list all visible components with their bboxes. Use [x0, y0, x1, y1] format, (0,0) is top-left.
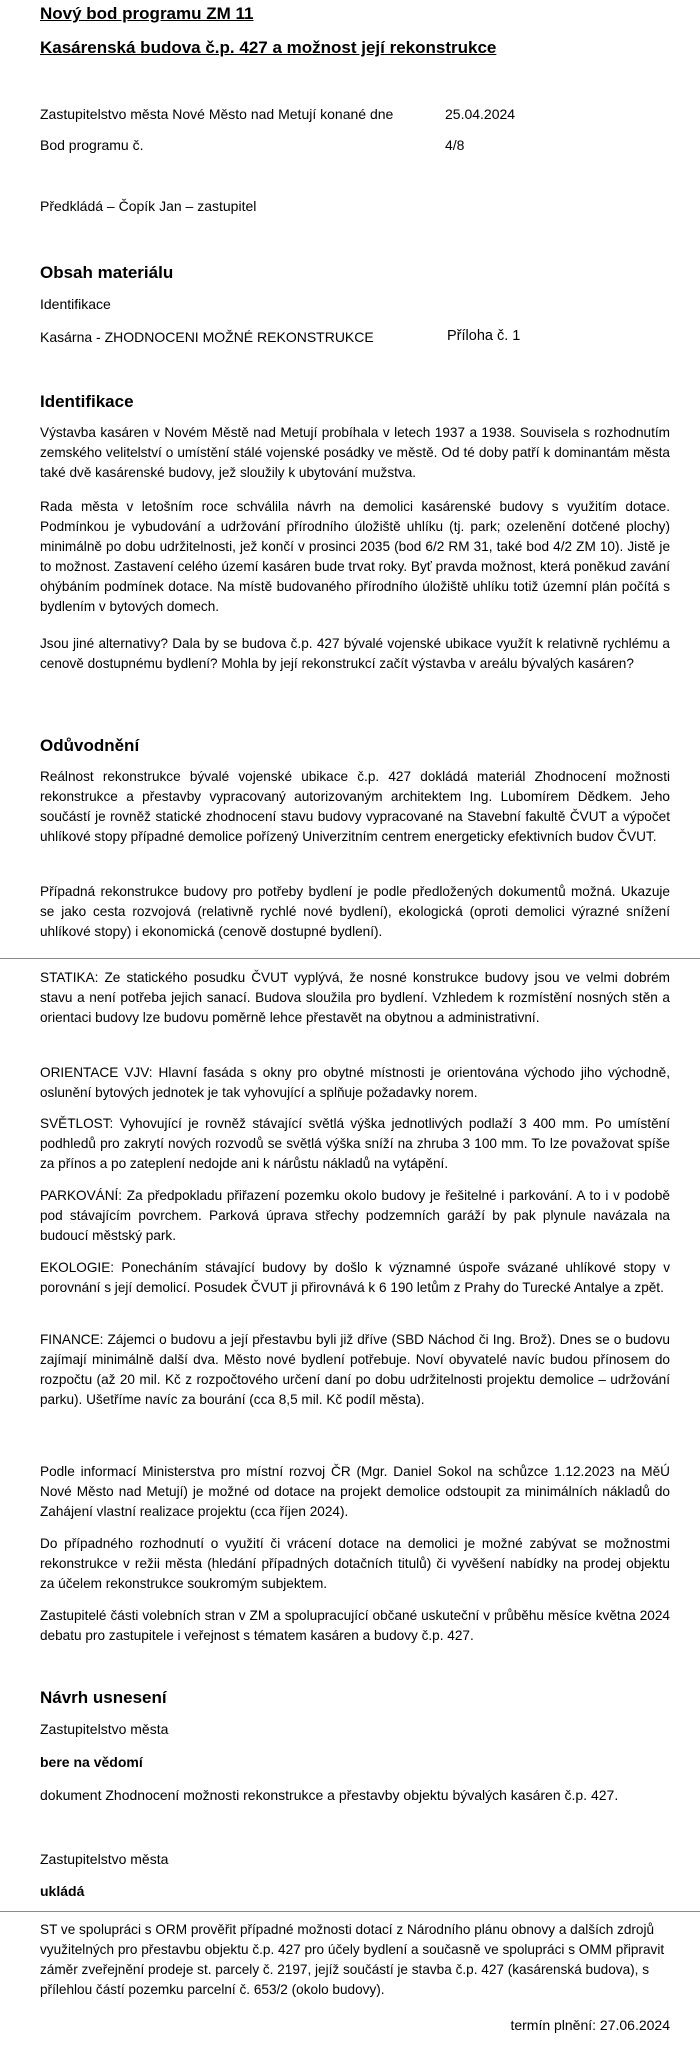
section-divider [0, 958, 700, 959]
submitter: Předkládá – Čopík Jan – zastupitel [40, 198, 257, 214]
identification-paragraph-2: Rada města v letošním roce schválila návrh na demolici kasárenské budovy s využitím dotace. Podmínkou je vybudování a udržování přírodního úložiště uhlíku (tj. park; ozelenění dotčené plochy) minimálně po dobu udržitelnosti, jež končí v prosinci 2035 (bod 6/2 RM 31, také bod 4/2 ZM 10). Jistě je to možnost. Zastavení celého území kasáren bude trvat roky. Byť pravda možnost, která poněkud zavání ohýbáním podmínek dotace. Na místě budovaného přírodního úložiště uhlíku totiž územní plán počítá s bydlením v bytových domech. [40, 499, 670, 614]
program-item-heading: Nový bod programu ZM 11 [40, 4, 254, 23]
contents-heading: Obsah materiálu [40, 263, 174, 282]
svetlost-paragraph: SVĚTLOST: Vyhovující je rovněž stávající světlá výška jednotlivých podlaží 3 400 mm. Po umístění podhledů pro zakrytí nových rozvodů se světlá výška sníží na zhruba 3 100 mm. To lze považovat spíše za přínos a po zateplení nedojde ani k nárůstu nákladů na vytápění. [40, 1116, 670, 1171]
resolution-body-2: Zastupitelstvo města [40, 1851, 169, 1867]
identification-paragraph-1: Výstavba kasáren v Novém Městě nad Metují probíhala v letech 1937 a 1938. Souvisela s rozhodnutím zemského velitelství o umístění stálé vojenské posádky ve městě. Od té doby patří k dominantám města také dvě kasárenské budovy, jež sloužily k ubytování mužstva. [40, 425, 670, 480]
orientace-paragraph: ORIENTACE VJV: Hlavní fasáda s okny pro obytné místnosti je orientována východo jiho východně, oslunění bytových jednotek je tak vyhovující a splňuje požadavky norem. [40, 1065, 670, 1100]
item-number: 4/8 [445, 137, 465, 153]
resolution-text-1: dokument Zhodnocení možnosti rekonstrukce a přestavby objektu bývalých kasáren č.p. 427. [40, 1787, 619, 1803]
identification-paragraph-3: Jsou jiné alternativy? Dala by se budova č.p. 427 bývalé vojenské ubikace využít k relativně rychlému a cenově dostupnému bydlení? Mohla by její rekonstrukcí začít výstavba v areálu bývalých kasáren? [40, 636, 670, 671]
resolution-verb-2: ukládá [40, 1883, 85, 1899]
resolution-heading: Návrh usnesení [40, 1688, 167, 1707]
item-label: Bod programu č. [40, 137, 144, 153]
justification-heading: Odůvodnění [40, 736, 140, 755]
finance-paragraph: FINANCE: Zájemci o budovu a její přestavbu byli již dříve (SBD Náchod či Ing. Brož). Dnes se o budovu zajímají minimálně další dva. Město nové bydlení potřebuje. Noví obyvatelé navíc budou přínosem do rozpočtu (až 20 mil. Kč z rozpočtového určení daní po dobu udržitelnosti projektu demolice – udržování parku). Ušetříme navíc za bourání (cca 8,5 mil. Kč podíl města). [40, 1332, 670, 1407]
contents-item-assessment: Kasárna - ZHODNOCENI MOŽNÉ REKONSTRUKCE [40, 329, 374, 345]
subject-heading: Kasárenská budova č.p. 427 a možnost její rekonstrukce [40, 38, 497, 57]
resolution-verb-1: bere na vědomí [40, 1754, 143, 1770]
council-label: Zastupitelstvo města Nové Město nad Metují konané dne [40, 106, 394, 122]
ekologie-paragraph: EKOLOGIE: Ponecháním stávající budovy by došlo k významné úspoře svázané uhlíkové stopy v porovnání s její demolicí. Posudek ČVUT ji přirovnává k 6 190 letům z Prahy do Turecké Antalye a zpět. [40, 1260, 670, 1295]
deadline: termín plnění: 27.06.2024 [510, 2017, 670, 2033]
resolution-text-2: ST ve spolupráci s ORM prověřit případné možnosti dotací z Národního plánu obnovy a dalších zdrojů využitelných pro přestavbu objektu č.p. 427 pro účely bydlení a současně ve spolupráci s OMM připravit záměr zveřejnění prodeje st. parcely č. 2197, jejíž součástí je stavba č.p. 427 (kasárenská budova), s přílehlou částí pozemku parcelní č. 653/2 (okolo budovy). [40, 1922, 665, 1997]
statika-paragraph: STATIKA: Ze statického posudku ČVUT vyplývá, že nosné konstrukce budovy jsou ve velmi dobrém stavu a není potřeba jejich sanací. Budova sloužila pro bydlení. Vzhledem k rozmístění nosných stěn a orientaci budovy lze budovu poměrně lehce přestavět na obytnou a administrativní. [40, 970, 670, 1025]
resolution-body-1: Zastupitelstvo města [40, 1721, 169, 1737]
council-date: 25.04.2024 [445, 106, 516, 122]
contents-item-identification: Identifikace [40, 296, 111, 312]
justification-paragraph-2: Případná rekonstrukce budovy pro potřeby bydlení je podle předložených dokumentů možná. Ukazuje se jako cesta rozvojová (relativně rychlé nové bydlení), ekologická (oproti demolici výrazné snížení uhlíkové stopy) i ekonomická (cenově dostupné bydlení). [40, 884, 670, 939]
attachment-label: Příloha č. 1 [447, 328, 521, 344]
justification-paragraph-4: Do případného rozhodnutí o využití či vrácení dotace na demolici je možné zabývat se možnostmi rekonstrukce v režii města (hledání případných dotačních titulů) či vyvěšení nabídky na prodej objektu za účelem rekonstrukce soukromým subjektem. [40, 1536, 670, 1591]
parkovani-paragraph: PARKOVÁNÍ: Za předpokladu přiřazení pozemku okolo budovy je řešitelné i parkování. A to i v podobě pod stávajícím povrchem. Parková úprava střechy podzemních garáží by pak plynule navázala na budoucí městský park. [40, 1188, 670, 1243]
justification-paragraph-1: Reálnost rekonstrukce bývalé vojenské ubikace č.p. 427 dokládá materiál Zhodnocení možnosti rekonstrukce a přestavby vypracovaný autorizovaným architektem Ing. Lubomírem Dědkem. Jeho součástí je rovněž statické zhodnocení stavu budovy vypracované na Stavební fakultě ČVUT a výpočet uhlíkové stopy případné demolice pořízený Univerzitním centrem energeticky efektivních budov ČVUT. [40, 769, 670, 844]
identification-heading: Identifikace [40, 392, 134, 411]
justification-paragraph-3: Podle informací Ministerstva pro místní rozvoj ČR (Mgr. Daniel Sokol na schůzce 1.12.2023 na MěÚ Nové Město nad Metují) je možné od dotace na projekt demolice odstoupit za minimálních nákladů do Zahájení vlastní realizace projektu (cca říjen 2024). [40, 1464, 670, 1519]
justification-paragraph-5: Zastupitelé části volebních stran v ZM a spolupracující občané uskuteční v průběhu měsíce května 2024 debatu pro zastupitele i veřejnost s tématem kasáren a budovy č.p. 427. [40, 1608, 670, 1643]
resolution-divider [0, 1911, 700, 1912]
